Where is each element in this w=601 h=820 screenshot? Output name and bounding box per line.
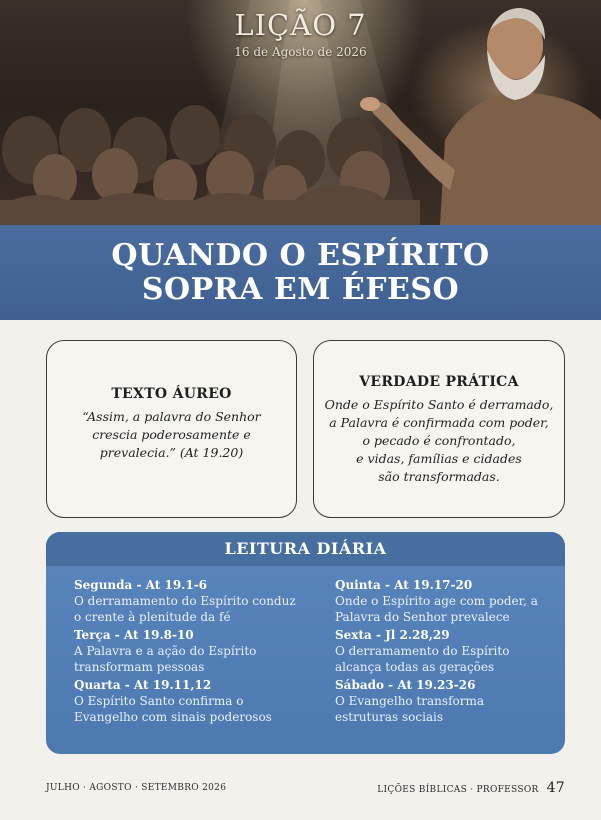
day-text: o crente à plenitude da fé xyxy=(74,610,231,624)
practical-truth-line: Onde o Espírito Santo é derramado, xyxy=(324,397,554,412)
golden-text-card xyxy=(46,340,297,518)
lesson-title-line-2: SOPRA EM ÉFESO xyxy=(141,272,460,307)
page-number: 47 xyxy=(546,780,565,796)
footer-issue: JULHO · AGOSTO · SETEMBRO 2026 xyxy=(46,783,227,793)
day-text: Onde o Espírito age com poder, a xyxy=(335,594,538,608)
day-text: O derramamento do Espírito xyxy=(335,644,510,658)
footer-publication-name: LIÇÕES BÍBLICAS · PROFESSOR xyxy=(377,785,539,795)
practical-truth-line: o pecado é confrontado, xyxy=(362,433,516,448)
day-text: alcança todas as gerações xyxy=(335,660,495,674)
lesson-number: LIÇÃO 7 xyxy=(234,8,367,42)
practical-truth-line: a Palavra é confirmada com poder, xyxy=(329,415,549,430)
practical-truth-line: são transformadas. xyxy=(378,469,500,484)
lesson-title-band xyxy=(0,225,601,320)
day-title: Sexta - Jl 2.28,29 xyxy=(335,628,450,642)
daily-reading-column-right xyxy=(335,577,559,727)
hero-illustration xyxy=(0,0,601,225)
lesson-date: 16 de Agosto de 2026 xyxy=(234,45,367,59)
daily-reading-item xyxy=(74,677,304,725)
day-title: Terça - At 19.8-10 xyxy=(74,628,194,642)
day-text: O Espírito Santo confirma o xyxy=(74,694,244,708)
day-text: transformam pessoas xyxy=(74,660,205,674)
day-text: estruturas sociais xyxy=(335,710,444,724)
day-title: Quarta - At 19.11,12 xyxy=(74,678,212,692)
golden-text-heading: TEXTO ÁUREO xyxy=(111,386,232,402)
daily-reading-panel xyxy=(46,532,565,754)
golden-text-line: “Assim, a palavra do Senhor xyxy=(82,409,261,424)
daily-reading-item xyxy=(74,627,304,675)
day-title: Sábado - At 19.23-26 xyxy=(335,678,476,692)
day-title: Quinta - At 19.17-20 xyxy=(335,578,473,592)
day-title: Segunda - At 19.1-6 xyxy=(74,578,208,592)
footer-publication xyxy=(377,780,565,796)
lesson-title-line-1: QUANDO O ESPÍRITO xyxy=(111,238,490,273)
day-text: Palavra do Senhor prevalece xyxy=(335,610,510,624)
daily-reading-heading: LEITURA DIÁRIA xyxy=(46,532,565,566)
golden-text-line: crescia poderosamente e xyxy=(92,427,251,442)
day-text: A Palavra e a ação do Espírito xyxy=(74,644,257,658)
day-text: Evangelho com sinais poderosos xyxy=(74,710,272,724)
daily-reading-item xyxy=(335,577,559,625)
day-text: O Evangelho transforma xyxy=(335,694,484,708)
golden-text-line: prevalecia.” (At 19.20) xyxy=(99,445,244,460)
practical-truth-heading: VERDADE PRÁTICA xyxy=(359,374,519,390)
daily-reading-item xyxy=(335,677,559,725)
practical-truth-line: e vidas, famílias e cidades xyxy=(356,451,522,466)
day-text: O derramamento do Espírito conduz xyxy=(74,594,296,608)
daily-reading-item xyxy=(335,627,559,675)
practical-truth-card xyxy=(313,340,565,518)
daily-reading-item xyxy=(74,577,304,625)
daily-reading-column-left xyxy=(74,577,304,727)
